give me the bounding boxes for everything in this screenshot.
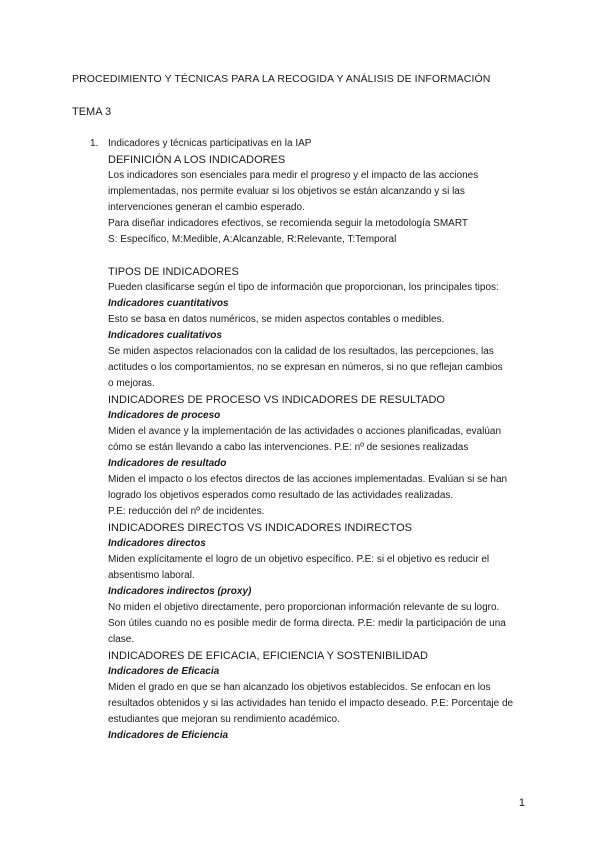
document-body xyxy=(90,136,528,744)
paragraph-line: Pueden clasificarse según el tipo de información que proporcionan, los principales tipos: xyxy=(108,282,499,293)
paragraph-line: Miden el avance y la implementación de las actividades o acciones planificadas, evalúan xyxy=(108,426,502,437)
section-heading-directos-indirectos: INDICADORES DIRECTOS VS INDICADORES INDIRECTOS xyxy=(108,522,412,534)
paragraph-line: intervenciones generan el cambio esperado. xyxy=(108,202,305,213)
paragraph-line: P.E: reducción del nº de incidentes. xyxy=(108,506,265,517)
smart-line: S: Específico, M:Medible, A:Alcanzable, R:Relevante, T:Temporal xyxy=(108,234,397,245)
subheading-cuantitativos: Indicadores cuantitativos xyxy=(108,298,229,309)
paragraph-line: Para diseñar indicadores efectivos, se recomienda seguir la metodología SMART xyxy=(108,218,468,229)
paragraph-line: estudiantes que mejoran su rendimiento académico. xyxy=(108,714,340,725)
subheading-proceso: Indicadores de proceso xyxy=(108,410,221,421)
section-heading-definicion: DEFINICIÓN A LOS INDICADORES xyxy=(108,154,286,166)
paragraph-line: cómo se están llevando a cabo las intervenciones. P.E: nº de sesiones realizadas xyxy=(108,442,469,453)
paragraph-line: No miden el objetivo directamente, pero proporcionan información relevante de su logro. xyxy=(108,602,500,613)
spacer xyxy=(108,248,528,264)
subheading-resultado: Indicadores de resultado xyxy=(108,458,227,469)
section-heading-eficacia: INDICADORES DE EFICACIA, EFICIENCIA Y SOSTENIBILIDAD xyxy=(108,650,428,662)
list-item-title: Indicadores y técnicas participativas en la IAP xyxy=(108,138,312,149)
subheading-eficacia: Indicadores de Eficacia xyxy=(108,666,220,677)
subheading-indirectos: Indicadores indirectos (proxy) xyxy=(108,586,252,597)
paragraph-line: Se miden aspectos relacionados con la calidad de los resultados, las percepciones, las xyxy=(108,346,494,357)
paragraph-line: Miden el impacto o los efectos directos de las acciones implementadas. Evalúan si se han xyxy=(108,474,508,485)
subheading-eficiencia: Indicadores de Eficiencia xyxy=(108,730,229,741)
section-heading-tipos: TIPOS DE INDICADORES xyxy=(108,266,239,278)
paragraph-line: Miden el grado en que se han alcanzado los objetivos establecidos. Se enfocan en los xyxy=(108,682,491,693)
paragraph-line: logrado los objetivos esperados como resultado de las actividades realizadas. xyxy=(108,490,454,501)
paragraph-line: clase. xyxy=(108,634,135,645)
paragraph-line: o mejoras. xyxy=(108,378,155,389)
list-item-heading xyxy=(90,136,528,152)
page-number: 1 xyxy=(518,797,525,809)
paragraph-line: absentismo laboral. xyxy=(108,570,195,581)
list-item-number: 1. xyxy=(90,138,99,149)
section-heading-proceso-resultado: INDICADORES DE PROCESO VS INDICADORES DE RESULTADO xyxy=(108,394,445,406)
subheading-directos: Indicadores directos xyxy=(108,538,206,549)
paragraph-line: Los indicadores son esenciales para medir el progreso y el impacto de las acciones xyxy=(108,170,479,181)
paragraph-line: Miden explícitamente el logro de un objetivo específico. P.E: si el objetivo es reducir el xyxy=(108,554,490,565)
paragraph-line: Esto se basa en datos numéricos, se miden aspectos contables o medibles. xyxy=(108,314,445,325)
document-title: PROCEDIMIENTO Y TÉCNICAS PARA LA RECOGIDA Y ANÁLISIS DE INFORMACIÓN xyxy=(72,73,491,85)
paragraph-line: actitudes o los comportamientos, no se expresan en números, si no que reflejan cambios xyxy=(108,362,503,373)
paragraph-line: resultados obtenidos y si las actividades han tenido el impacto deseado. P.E: Porcentaje de xyxy=(108,698,514,709)
topic-label: TEMA 3 xyxy=(72,106,112,118)
paragraph-line: implementadas, nos permite evaluar si los objetivos se están alcanzando y si las xyxy=(108,186,465,197)
subheading-cualitativos: Indicadores cualitativos xyxy=(108,330,222,341)
paragraph-line: Son útiles cuando no es posible medir de forma directa. P.E: medir la participación de una xyxy=(108,618,506,629)
